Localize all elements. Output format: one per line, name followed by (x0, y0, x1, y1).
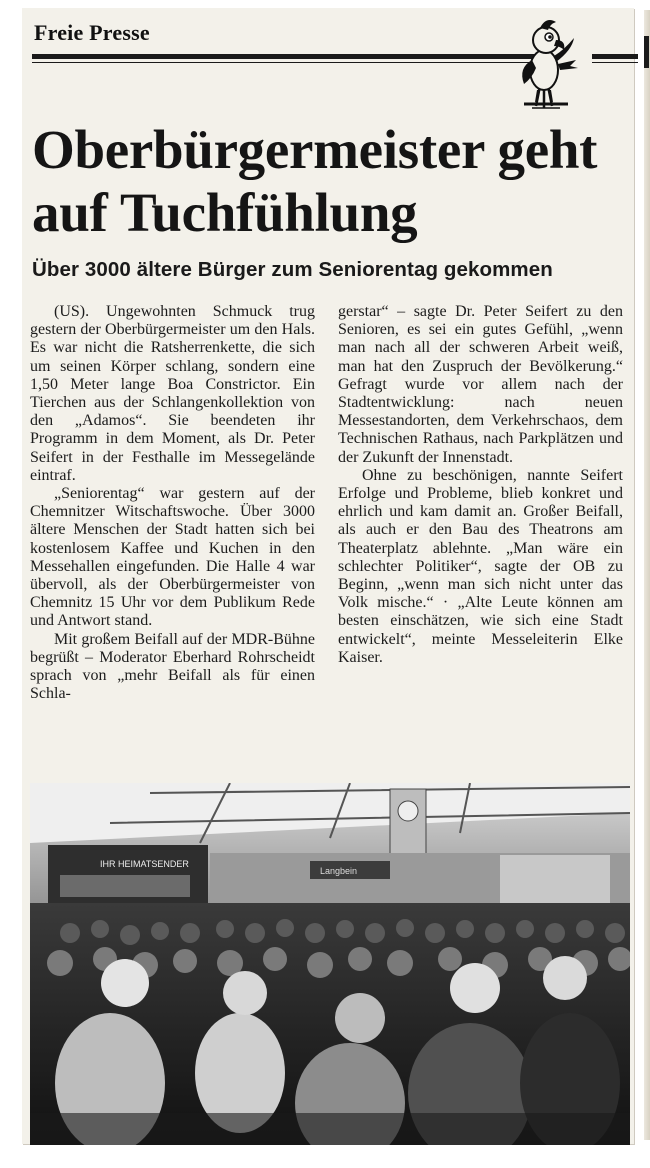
paragraph: Mit großem Beifall auf der MDR-Bühne begrüßt – Moderator Eberhard Rohrscheidt sprach von „mehr Beifall als für einen Schla- (30, 630, 315, 703)
newspaper-name: Freie Presse (34, 20, 150, 45)
page-edge-shadow (644, 10, 650, 1140)
article-column-left (30, 303, 315, 703)
masthead-rule-thick (32, 54, 542, 59)
article-photo (30, 783, 630, 1145)
paragraph: „Seniorentag“ war gestern auf der Chemnitzer Witschaftswoche. Über 3000 ältere Menschen der Stadt hatten sich bei kostenlosem Kaffee und Kuchen in den Messehallen eingefunden. Die Halle 4 war übervoll, als der Oberbürgermeister von Chemnitz 15 Uhr vor dem Publikum Rede und Antwort stand. (30, 485, 315, 630)
article-column-right (338, 303, 623, 667)
paragraph: gerstar“ – sagte Dr. Peter Seifert zu den Senioren, es sei ein gutes Gefühl, „wenn man nach all der schweren Arbeit weiß, man hat den Zuspruch der Bevölkerung.“ Gefragt wurde vor allem nach der Stadtentwicklung: nach neuen Messestandorten, dem Verkehrschaos, dem Technischen Rathaus, nach Parkplätzen und der Zukunft der Innenstadt. (338, 303, 623, 466)
newspaper-clipping (22, 8, 634, 1144)
masthead-rule-stub (644, 36, 649, 68)
paragraph: (US). Ungewohnten Schmuck trug gestern der Oberbürgermeister um den Hals. Es war nicht die Ratsherrenkette, die sich um seinen Körper schlang, sondern eine 1,50 Meter lange Boa Constrictor. Ein Tierchen aus der Schlangenkollektion von den „Adamos“. Sie beendeten ihr Programm in dem Moment, als Dr. Peter Seifert in der Festhalle im Messegelände eintraf. (30, 303, 315, 484)
photo-banner-text: IHR HEIMATSENDER (100, 859, 189, 869)
article-headline: Oberbürgermeister geht auf Tuchfühlung (32, 119, 598, 243)
masthead-rule-right-thin (592, 62, 638, 63)
parrot-mascot-icon (510, 16, 582, 112)
masthead-rule-thin (32, 62, 542, 63)
paragraph: Ohne zu beschönigen, nannte Seifert Erfolge und Probleme, blieb konkret und ehrlich und kam damit an. Großer Beifall, als auch er den Bau des Theatrons am Theaterplatz ablehnte. „Man wäre ein schlechter Politiker“, sagte der OB zu Beginn, „wenn man sich nicht unter das Volk mische.“ · „Alte Leute können am besten einschätzen, wie sich eine Stadt entwickelt“, meinte Messeleiterin Elke Kaiser. (338, 466, 623, 666)
photo-sign-text: Langbein (320, 866, 358, 876)
article-subheadline: Über 3000 ältere Bürger zum Seniorentag gekommen (32, 258, 553, 281)
masthead-rule-right-thick (592, 54, 638, 59)
